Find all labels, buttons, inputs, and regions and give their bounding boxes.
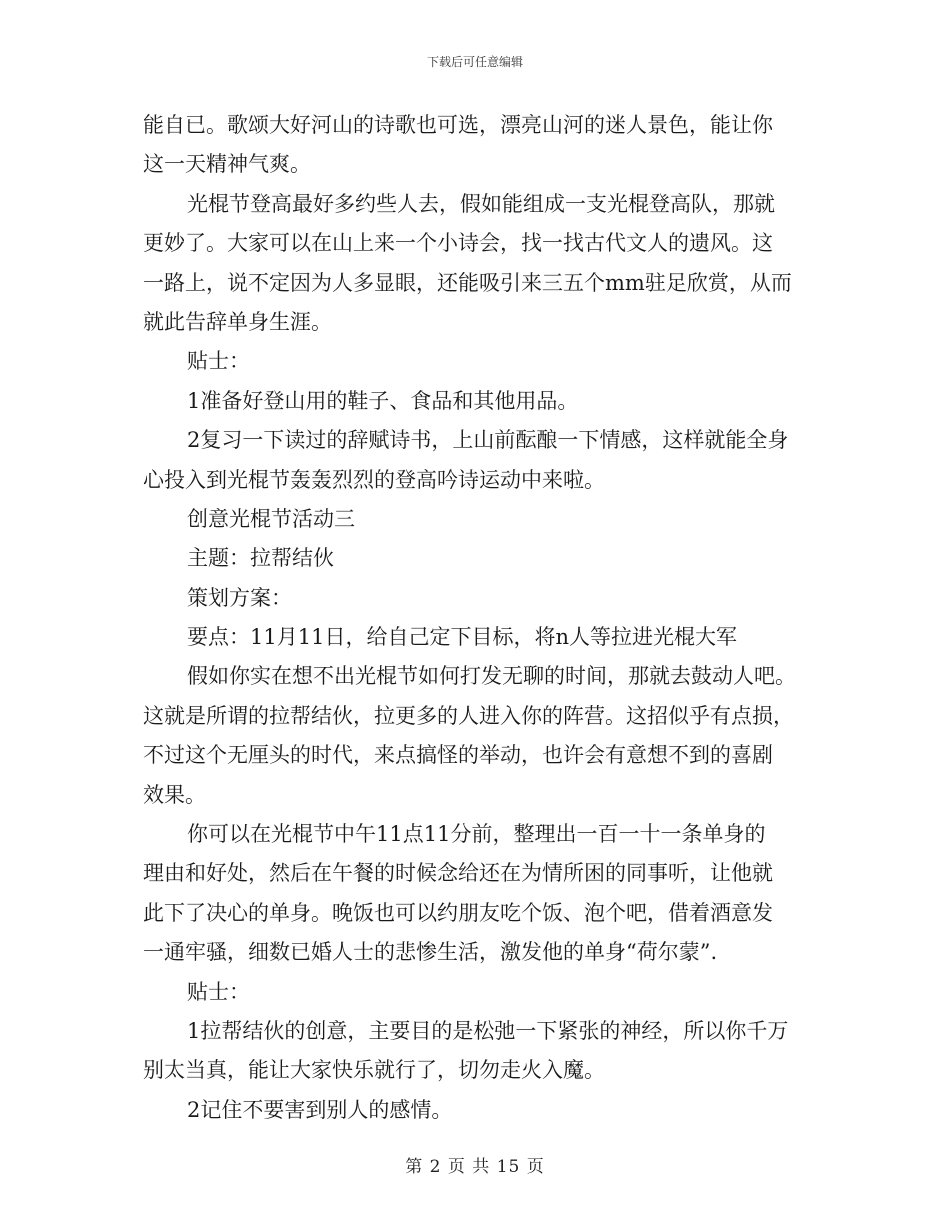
text-line: 更妙了。大家可以在山上来一个小诗会，找一找古代文人的遗风。这 xyxy=(143,231,773,256)
text-line: 一路上，说不定因为人多显眼，还能吸引来三五个mm驻足欣赏，从而 xyxy=(143,270,792,295)
text-line: 不过这个无厘头的时代，来点搞怪的举动，也许会有意想不到的喜剧 xyxy=(143,743,773,768)
text-line: 创意光棍节活动三 xyxy=(187,506,355,531)
text-line: 心投入到光棍节轰轰烈烈的登高吟诗运动中来啦。 xyxy=(143,467,605,492)
page-header: 下载后可任意编辑 xyxy=(426,55,523,69)
text-line: 你可以在光棍节中午11点11分前，整理出一百一十一条单身的 xyxy=(187,822,766,847)
text-line: 1拉帮结伙的创意，主要目的是松弛一下紧张的神经，所以你千万 xyxy=(187,1018,789,1043)
text-line: 假如你实在想不出光棍节如何打发无聊的时间，那就去鼓动人吧。 xyxy=(187,664,796,689)
text-line: 效果。 xyxy=(143,782,206,807)
text-line: 2复习一下读过的辞赋诗书，上山前酝酿一下情感，这样就能全身 xyxy=(187,428,789,453)
text-line: 能自已。歌颂大好河山的诗歌也可选，漂亮山河的迷人景色，能让你 xyxy=(143,113,773,137)
text-line: 这一天精神气爽。 xyxy=(143,152,311,177)
document-body xyxy=(143,106,813,1130)
page-footer: 第 2 页 共 15 页 xyxy=(405,1157,545,1177)
text-line: 策划方案： xyxy=(187,585,292,610)
text-line: 光棍节登高最好多约些人去，假如能组成一支光棍登高队，那就 xyxy=(187,191,775,216)
text-line: 这就是所谓的拉帮结伙，拉更多的人进入你的阵营。这招似乎有点损， xyxy=(143,703,794,728)
text-line: 就此告辞单身生涯。 xyxy=(143,309,332,334)
text-line: 1准备好登山用的鞋子、食品和其他用品。 xyxy=(187,388,579,413)
text-line: 要点：11月11日，给自己定下目标，将n人等拉进光棍大军 xyxy=(187,625,737,650)
text-line: 贴士： xyxy=(187,349,250,374)
text-line: 一通牢骚，细数已婚人士的悲惨生活，激发他的单身“荷尔蒙”. xyxy=(143,940,718,965)
text-line: 贴士： xyxy=(187,979,250,1004)
text-line: 主题：拉帮结伙 xyxy=(187,546,334,571)
text-line: 此下了决心的单身。晚饭也可以约朋友吃个饭、泡个吧，借着酒意发 xyxy=(143,900,773,925)
text-line: 别太当真，能让大家快乐就行了，切勿走火入魔。 xyxy=(143,1058,605,1083)
text-line: 2记住不要害到别人的感情。 xyxy=(187,1097,453,1122)
text-line: 理由和好处，然后在午餐的时候念给还在为情所困的同事听，让他就 xyxy=(143,861,773,886)
